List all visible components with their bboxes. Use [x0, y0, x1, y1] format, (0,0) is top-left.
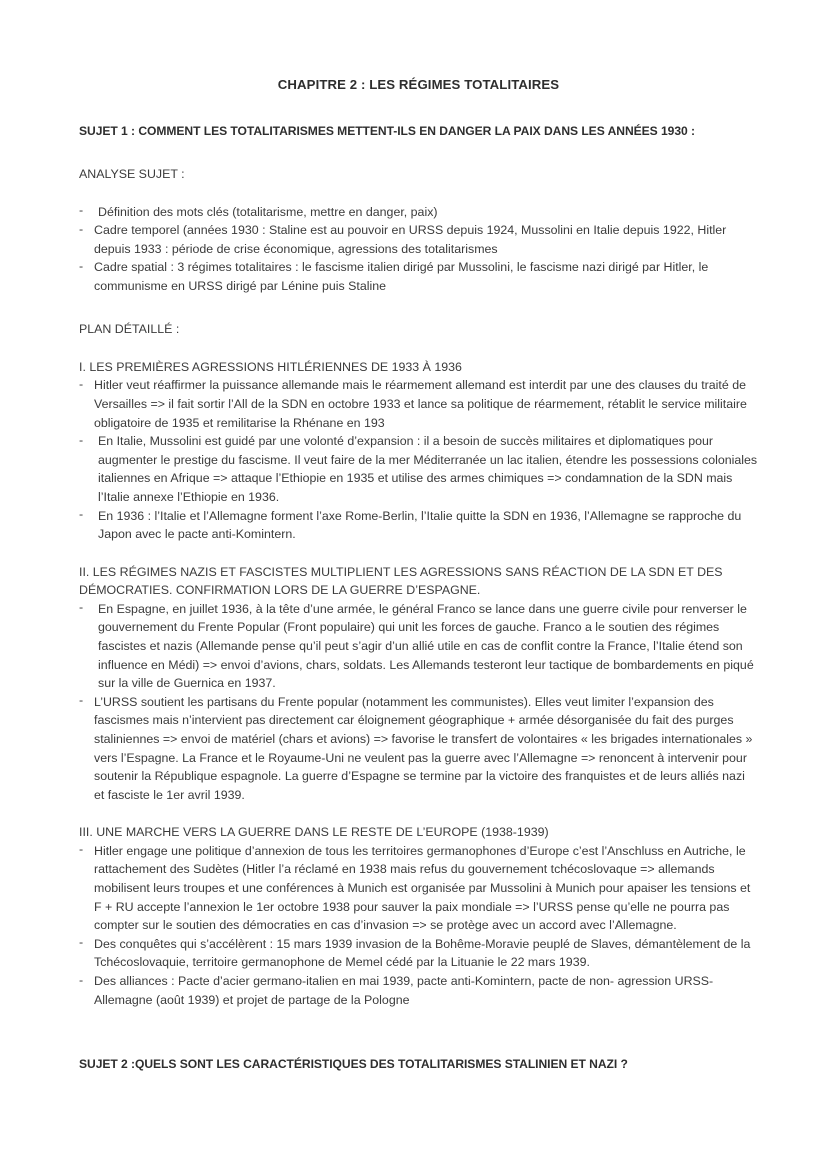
section-1-bullet-list — [79, 376, 758, 543]
bullet-dash-icon: - — [79, 693, 84, 708]
list-item-text: En Italie, Mussolini est guidé par une volonté d’expansion : il a besoin de succès militaires et diplomatiques pour augmenter le prestige du fascisme. Il veut faire de la mer Méditerranée un lac italien, étendre les possessions coloniales italiennes en Afrique => attaque l’Ethiopie en 1935 et utilise des armes chimiques => condamnation de la SDN mais l’Italie annexe l’Ethiopie en 1936. — [98, 434, 758, 505]
list-item — [79, 203, 758, 222]
bullet-dash-icon: - — [79, 376, 84, 391]
list-item — [79, 507, 758, 544]
page-title: CHAPITRE 2 : LES RÉGIMES TOTALITAIRES — [277, 77, 560, 92]
bullet-dash-icon: - — [79, 258, 84, 273]
analysis-bullet-list — [79, 203, 758, 296]
list-item — [79, 935, 758, 972]
section-3-bullet-list — [79, 842, 758, 1009]
subject-2-heading: SUJET 2 :QUELS SONT LES CARACTÉRISTIQUES DES TOTALITARISMES STALINIEN ET NAZI ? — [79, 1057, 628, 1072]
list-item — [79, 221, 758, 258]
bullet-dash-icon: - — [79, 935, 84, 950]
spacer — [79, 544, 758, 563]
list-item — [79, 258, 758, 295]
list-item-text: Cadre spatial : 3 régimes totalitaires : le fascisme italien dirigé par Mussolini, le fascisme nazi dirigé par Hitler, le communisme en URSS dirigé par Lénine puis Staline — [94, 260, 709, 293]
spacer — [79, 295, 758, 320]
list-item-text: Des alliances : Pacte d’acier germano-italien en mai 1939, pacte anti-Komintern, pacte de non- agression URSS-Allemagne (août 1939) et projet de partage de la Pologne — [94, 974, 714, 1007]
list-item-text: En Espagne, en juillet 1936, à la tête d’une armée, le général Franco se lance dans une guerre civile pour renverser le gouvernement du Frente Popular (Front populaire) qui unit les forces de gauche. Franco a le soutien des régimes fascistes et nazis (Allemande pense qu’il peut s’agir d’un allié utile en cas de conflit contre la France, l’Italie étend son influence en Médi) => envoi d’avions, chars, soldats. Les Allemands testeront leur tactique de bombardements en piqué sur la ville de Guernica en 1937. — [98, 601, 754, 691]
list-item-text: Définition des mots clés (totalitarisme, mettre en danger, paix) — [98, 204, 438, 219]
spacer — [79, 140, 758, 165]
list-item-text: Cadre temporel (années 1930 : Staline est au pouvoir en URSS depuis 1924, Mussolini en Italie depuis 1922, Hitler depuis 1933 : période de crise économique, agressions des totalitarismes — [94, 223, 727, 256]
bullet-dash-icon: - — [79, 432, 84, 447]
bullet-dash-icon: - — [79, 203, 84, 217]
list-item-text: Hitler veut réaffirmer la puissance allemande mais le réarmement allemand est interdit par une des clauses du traité de Versailles => il fait sortir l’All de la SDN en octobre 1933 et lance sa politique de réarmement, rétablit le service militaire obligatoire de 1935 et remilitarise la Rhénane en 193 — [94, 378, 747, 430]
bullet-dash-icon: - — [79, 600, 84, 615]
spacer — [79, 339, 758, 358]
list-item — [79, 842, 758, 935]
section-heading-3: III. UNE MARCHE VERS LA GUERRE DANS LE RESTE DE L’EUROPE (1938-1939) — [79, 825, 549, 840]
section-2-bullet-list — [79, 600, 758, 805]
list-item — [79, 432, 758, 506]
bullet-dash-icon: - — [79, 221, 84, 236]
subject-1-heading: SUJET 1 : COMMENT LES TOTALITARISMES METTENT-ILS EN DANGER LA PAIX DANS LES ANNÉES 1930 : — [79, 124, 695, 138]
document-content — [79, 76, 758, 1073]
bullet-dash-icon: - — [79, 507, 84, 522]
section-heading-1: I. LES PREMIÈRES AGRESSIONS HITLÉRIENNES DE 1933 À 1936 — [79, 359, 462, 374]
spacer — [79, 184, 758, 203]
spacer — [79, 804, 758, 823]
bullet-dash-icon: - — [79, 842, 84, 857]
plan-label: PLAN DÉTAILLÉ : — [79, 322, 180, 337]
list-item-text: En 1936 : l’Italie et l’Allemagne forment l’axe Rome-Berlin, l’Italie quitte la SDN en 1936, l’Allemagne se rapproche du Japon avec le pacte anti-Komintern. — [98, 508, 742, 542]
section-heading-2: II. LES RÉGIMES NAZIS ET FASCISTES MULTIPLIENT LES AGRESSIONS SANS RÉACTION DE LA SDN ET DES DÉMOCRATIES. CONFIRMATION LORS DE LA GUERRE D’ESPAGNE. — [79, 564, 723, 598]
list-item — [79, 600, 758, 693]
list-item — [79, 376, 758, 432]
spacer — [79, 1009, 758, 1056]
list-item — [79, 693, 758, 805]
analysis-label: ANALYSE SUJET : — [79, 167, 185, 181]
list-item-text: Des conquêtes qui s’accélèrent : 15 mars 1939 invasion de la Bohême-Moravie peuplé de Slaves, démantèlement de la Tchécoslovaquie, territoire germanophone de Memel cédé par la Lituanie le 22 mars 1939. — [94, 936, 751, 970]
list-item-text: Hitler engage une politique d’annexion de tous les territoires germanophones d’Europe c’est l’Anschluss en Autriche, le rattachement des Sudètes (Hitler l’a réclamé en 1938 mais refus du gouvernement tchécoslovaque => allemands mobilisent leurs troupes et une conférences à Munich est organisée par Mussolini à Munich pour apaiser les tensions et F + RU accepte l’annexion le 1er octobre 1938 pour sauver la paix mondiale => l’URSS pense qu’elle ne pourra pas compter sur le soutien des démocraties en cas d’invasion => se protège avec un accord avec l’Allemagne. — [94, 843, 751, 933]
bullet-dash-icon: - — [79, 972, 84, 987]
list-item-text: L’URSS soutient les partisans du Frente popular (notamment les communistes). Elles veut limiter l’expansion des fascismes mais n’intervient pas directement car éloignement géographique + armée désorganisée du fait des purges staliniennes => envoi de matériel (chars et avions) => favorise le transfert de volontaires « les brigades internationales » vers l’Espagne. La France et le Royaume-Uni ne veulent pas la guerre avec l’Allemagne => renoncent à intervenir pour soutenir la République espagnole. La guerre d’Espagne se termine par la victoire des franquistes et de leurs alliés nazi et fasciste le 1er avril 1939. — [94, 694, 753, 802]
list-item — [79, 972, 758, 1009]
